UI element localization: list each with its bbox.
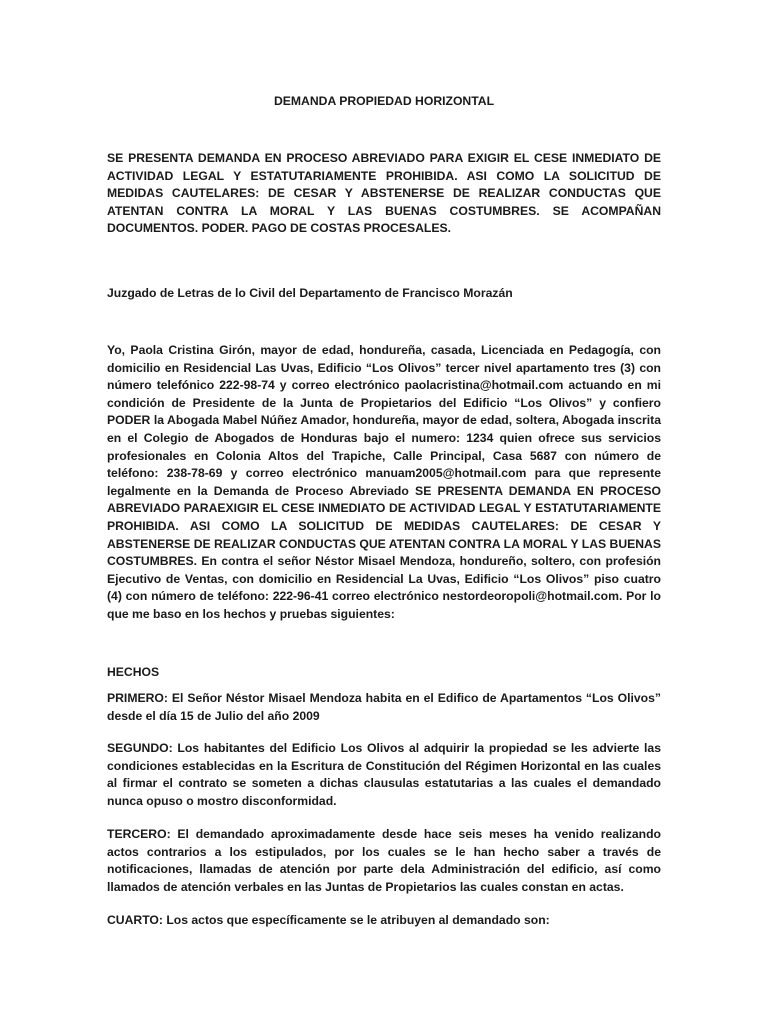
summary-paragraph: SE PRESENTA DEMANDA EN PROCESO ABREVIADO PARA EXIGIR EL CESE INMEDIATO DE ACTIVIDAD LEGAL Y ESTATUTARIAMENTE PROHIBIDA. ASI COMO LA SOLICITUD DE MEDIDAS CAUTELARES: DE CESAR Y ABSTENERSE DE REALIZAR CONDUCTAS QUE ATENTAN CONTRA LA MORAL Y LAS BUENAS COSTUMBRES. SE ACOMPAÑAN DOCUMENTOS. PODER. PAGO DE COSTAS PROCESALES. xyxy=(107,151,661,236)
intro-paragraph: Yo, Paola Cristina Girón, mayor de edad, hondureña, casada, Licenciada en Pedagogía, con domicilio en Residencial Las Uvas, Edificio “Los Olivos” tercer nivel apartamento tres (3) con número telefónico 222-98-74 y correo electrónico paolacristina@hotmail.com actuando en mi condición de Presidente de la Junta de Propietarios del Edificio “Los Olivos” y confiero PODER la Abogada Mabel Núñez Amador, hondureña, mayor de edad, soltera, Abogada inscrita en el Colegio de Abogados de Honduras bajo el numero: 1234 quien ofrece sus servicios profesionales en Colonia Altos del Trapiche, Calle Principal, Casa 5687 con número de teléfono: 238-78-69 y correo electrónico manuam2005@hotmail.com para que represente legalmente en la Demanda de Proceso Abreviado SE PRESENTA DEMANDA EN PROCESO ABREVIADO PARAEXIGIR EL CESE INMEDIATO DE ACTIVIDAD LEGAL Y ESTATUTARIAMENTE PROHIBIDA. ASI COMO LA SOLICITUD DE MEDIDAS CAUTELARES: DE CESAR Y ABSTENERSE DE REALIZAR CONDUCTAS QUE ATENTAN CONTRA LA MORAL Y LAS BUENAS COSTUMBRES. En contra el señor Néstor Misael Mendoza, hondureño, soltero, con profesión Ejecutivo de Ventas, con domicilio en Residencial La Uvas, Edificio “Los Olivos” piso cuatro (4) con número de teléfono: 222-96-41 correo electrónico nestordeoropoli@hotmail.com. Por lo que me baso en los hechos y pruebas siguientes: xyxy=(107,343,661,621)
court-line: Juzgado de Letras de lo Civil del Departamento de Francisco Morazán xyxy=(107,286,513,300)
hechos-heading: HECHOS xyxy=(107,665,160,679)
document-title: DEMANDA PROPIEDAD HORIZONTAL xyxy=(273,94,495,108)
hecho-cuarto: CUARTO: Los actos que específicamente se le atribuyen al demandado son: xyxy=(107,913,550,927)
hecho-segundo: SEGUNDO: Los habitantes del Edificio Los Olivos al adquirir la propiedad se les advierte las condiciones establecidas en la Escritura de Constitución del Régimen Horizontal en las cuales al firmar el contrato se someten a dichas clausulas estatutarias a las cuales el demandado nunca opuso o mostro disconformidad. xyxy=(107,741,661,808)
hecho-primero: PRIMERO: El Señor Néstor Misael Mendoza habita en el Edifico de Apartamentos “Los Olivos” desde el día 15 de Julio del año 2009 xyxy=(107,691,661,723)
hecho-tercero: TERCERO: El demandado aproximadamente desde hace seis meses ha venido realizando actos contrarios a los estipulados, por los cuales se le han hecho saber a través de notificaciones, llamadas de atención por parte dela Administración del edificio, así como llamados de atención verbales en las Juntas de Propietarios las cuales constan en actas. xyxy=(107,827,661,894)
